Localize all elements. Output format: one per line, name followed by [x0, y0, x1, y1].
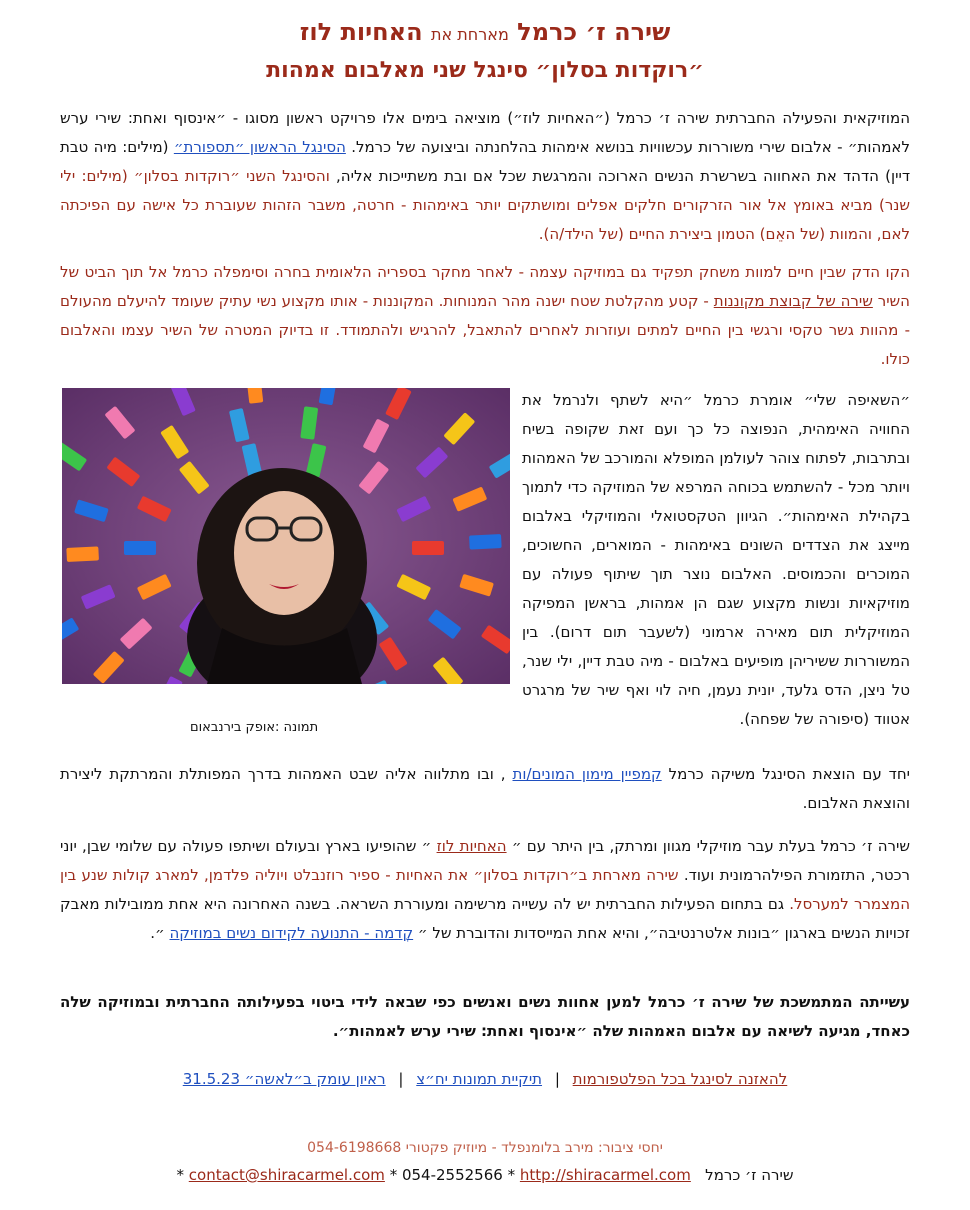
pr-contact: יחסי ציבור: מירב בלומנפלד - מיוזיק פקטורי 054-6198668 [307, 1140, 663, 1156]
press-photos-link[interactable]: תיקיית תמונות יח״צ [416, 1070, 543, 1088]
bio-guest-text: שירה מארחת ב״רוקדות בסלון״ את האחיות - ספיר רוזנבלט ויוליה פלדמן, למארג קולות שנע בין המצמרר למערסל. [60, 866, 911, 913]
paragraph-lamenters [60, 258, 910, 374]
paragraph-biography [60, 832, 910, 948]
kedma-link[interactable]: קֶדמה - התנועה לקידום נשים במוזיקה [169, 924, 414, 942]
bio-text-2: ״ שהופיעו בארץ ובעולם ושיתפו פעולה עם שלומי שבן, יוני רכטר, התזמורת הפילהרמונית ועוד. [60, 837, 910, 884]
presents-text: מארחת את [430, 25, 509, 44]
paragraph-summary: עשייתה המתמשכת של שירה ז׳ כרמל למען אחוות נשים ואנשים כפי שבאה לידי ביטוי בפעילותה החברתית ובמוזיקה שלה כאחד, מגיעה לשיאה עם אלבום האמהות שלה ״אינסוף ואחת: שירי ערש לאמהות״. [60, 993, 910, 1040]
guest-name: האחיות לוז [299, 18, 423, 46]
paragraph-intro [60, 104, 910, 249]
star-separator: * [176, 1166, 184, 1184]
crowdfunding-text-2: , ובו מתלווה אליה שבט האמהות בדרך המפותלת והמרתקת ליצירת והוצאת האלבום. [60, 765, 910, 812]
website-link[interactable]: http://shiracarmel.com [519, 1166, 691, 1184]
links-row [60, 1070, 910, 1088]
artist-name: שירה ז׳ כרמל [517, 18, 671, 46]
second-single-text: והסינגל השני ״רוקדות בסלון״ (מילים: ילי שנר) מביא באומץ אל אור הזרקורים חלקים אפלים ומושתקים יותר באימהות - חרטה, משבר הזהות שעוברת כל אישה עם הפיכתה לאם, והמוות (של האֵם) הטמון ביצירת החיים (של הילד/ה). [60, 167, 910, 243]
separator: | [398, 1070, 404, 1088]
main-title [60, 18, 910, 46]
intro-text-2: (מילים: מיה טבת דיין) הדהד את האחווה בשרשרת הנשים הארוכה והמרגשת שכל אם ובת משתייכות אליה, [60, 138, 911, 185]
phone-number: 054-2552566 [401, 1166, 503, 1184]
bio-text-3: גם בתחום הפעילות החברתית יש לה עשייה מרשימה ומעוררת השראה. בשנה האחרונה היא אחת ממובילות מאבק זכויות הנשים בארגון ״בונות אלטרנטיבה״, והיא אחת המייסדות והדוברת של ״ [60, 895, 910, 942]
quote-paragraph: ״השאיפה שלי״ אומרת כרמל ״היא לשתף ולנרמל את החוויה האימהית, הנפוצה כל כך ועם זאת שקופה בשיח ובתרבות, לפתוח צוהר לעולמן המופלא והמורכב של האמהות ויותר מכל - להשתמש בכוחה המרפא של המוזיקה כדי לתמוך בקהילת האימהות״. הגיוון הטקסטואלי והמוזיקלי באלבום מייצג את הצדדים השונים באימהות - המוארים, החשוכים, המוכרים והכמוסים. האלבום נוצר תוך שיתוף פעולה עם מוזיקאיות ונשות מקצוע שגם הן אמהות, בראשן המפיקה המוזיקלית תום מאירה ארמוני (לשעבר תום דרום). בין המשוררות ששיריהן מופיעים באלבום - מיה טבת דיין, ילי שנר, טל ניצן, הדס גלעד, יונית נעמן, חיה לוי ואף שיר של מרגרט אטווד (סיפורה של שפחה). [522, 391, 910, 728]
artist-photo [62, 388, 510, 684]
artist-contact [60, 1166, 910, 1184]
lamenters-text: הקו הדק שבין חיים למוות משחק תפקיד גם במוזיקה עצמה - לאחר מחקר בספריה הלאומית בחרה וסימפלה כרמל אל תוך הביט של השיר [60, 263, 910, 310]
luz-sisters-link[interactable]: האחיות לוז [436, 837, 507, 855]
photo-caption: תמונה :אופק בירנבאום [190, 720, 319, 735]
contact-name: שירה ז׳ כרמל [705, 1166, 794, 1184]
paragraph-crowdfunding [60, 760, 910, 818]
lamenters-text-2: - קטע מהקלטת שטח ישנה מהר המנוחות. המקוננות - אותו מקצוע נשי עתיק שעומד להיעלם מהעולם - מהוות גשר טקסי ורגשי בין החיים למתים ועוזרות לאחרים להתאבל, להרגיש ולהתמודד. זו בדיוק המטרה של השיר עצמו והאלבום כולו. [60, 292, 910, 368]
subtitle: ״רוקדות בסלון״ סינגל שני מאלבום אמהות [266, 58, 704, 83]
lamenters-link[interactable]: שירה של קבוצת מקוננות [713, 292, 873, 310]
intro-text: המוזיקאית והפעילה החברתית שירה ז׳ כרמל (״האחיות לוז״) מוציאה בימים אלו פרויקט ראשון מסוגו - ״אינסוף ואחת: שירי ערש לאמהות״ - אלבום שירי משוררות עכשוויות בנושא אימהות בהלחנתה וביצועה של כרמל. [60, 109, 910, 156]
crowdfunding-text: יחד עם הוצאת הסינגל משיקה כרמל [661, 765, 910, 783]
crowdfunding-link[interactable]: קמפיין מימון המונים/ות [512, 765, 662, 783]
star-separator: * [389, 1166, 398, 1184]
press-release-page [60, 0, 910, 1210]
first-single-link[interactable]: הסינגל הראשון ״תספורת״ [173, 138, 346, 156]
separator: | [554, 1070, 560, 1088]
listen-link[interactable]: להאזנה לסינגל בכל הפלטפורמות [572, 1070, 788, 1088]
interview-link[interactable]: ראיון עומק ב״לאשה״ 31.5.23 [182, 1070, 386, 1088]
bio-text: שירה ז׳ כרמל בעלת עבר מוזיקלי מגוון ומרתק, בין היתר עם ״ [511, 837, 910, 855]
star-separator: * [507, 1166, 516, 1184]
email-link[interactable]: contact@shiracarmel.com [188, 1166, 385, 1184]
bio-text-4: ״. [150, 924, 165, 942]
